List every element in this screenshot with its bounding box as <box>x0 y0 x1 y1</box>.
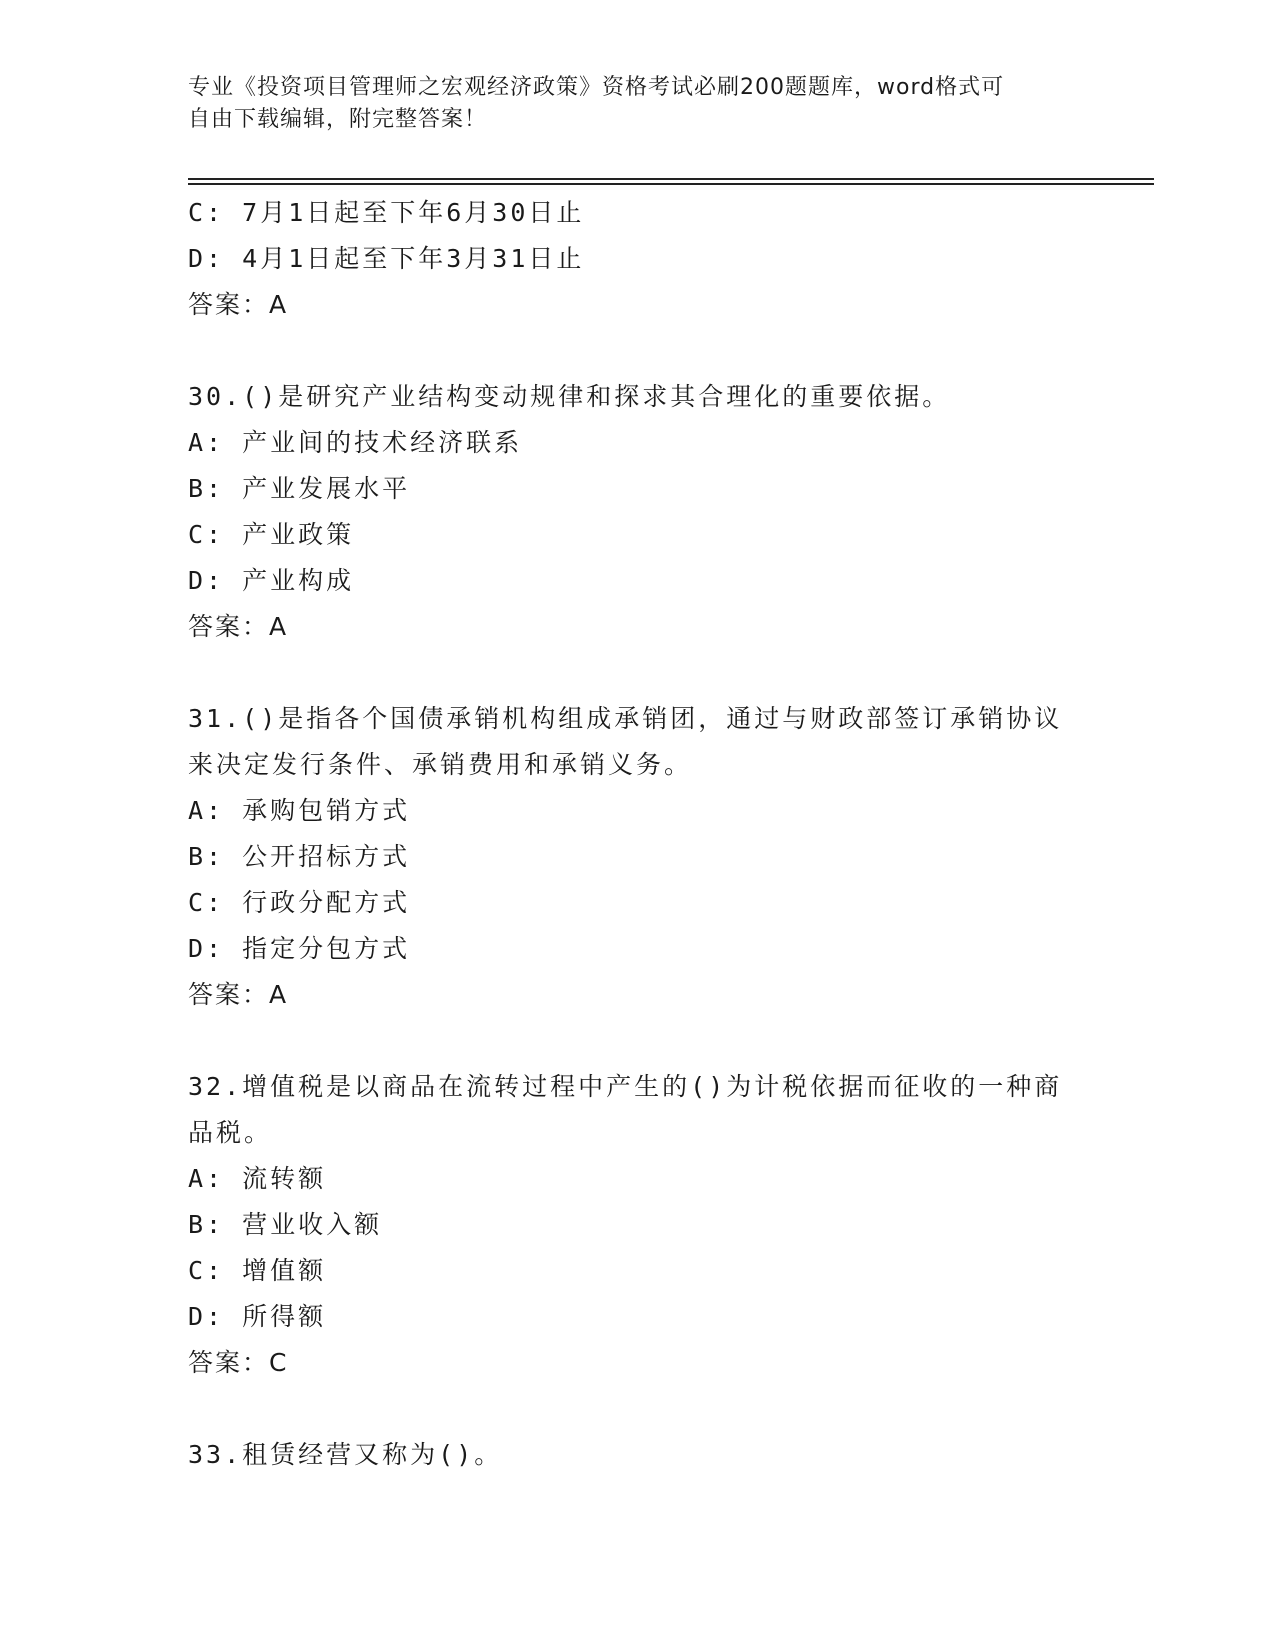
question-stem-line-1: 32.增值税是以商品在流转过程中产生的()为计税依据而征收的一种商 <box>188 1072 1063 1101</box>
question-stem-line-2: 来决定发行条件、承销费用和承销义务。 <box>188 750 693 779</box>
option-d: D: 指定分包方式 <box>188 934 411 963</box>
spacer <box>188 1386 1088 1432</box>
header-divider-bottom <box>188 183 1154 185</box>
document-header <box>188 72 1088 136</box>
question-31 <box>188 696 1088 1018</box>
answer-line: 答案：A <box>188 290 289 319</box>
option-b: B: 公开招标方式 <box>188 842 411 871</box>
option-c: C: 增值额 <box>188 1256 327 1285</box>
header-line-2: 自由下载编辑，附完整答案！ <box>188 107 488 132</box>
spacer <box>188 1018 1088 1064</box>
question-stem-line-2: 品税。 <box>188 1118 273 1147</box>
option-d: D: 所得额 <box>188 1302 327 1331</box>
spacer <box>188 328 1088 374</box>
answer-line: 答案：C <box>188 1348 289 1377</box>
option-a: A: 承购包销方式 <box>188 796 411 825</box>
option-a: A: 流转额 <box>188 1164 327 1193</box>
header-line-1: 专业《投资项目管理师之宏观经济政策》资格考试必刷200题题库，word格式可 <box>188 75 1005 100</box>
option-b: B: 营业收入额 <box>188 1210 383 1239</box>
spacer <box>188 650 1088 696</box>
option-c: C: 7月1日起至下年6月30日止 <box>188 198 585 227</box>
header-divider-top <box>188 178 1154 180</box>
option-c: C: 行政分配方式 <box>188 888 411 917</box>
question-stem-line-1: 31.()是指各个国债承销机构组成承销团，通过与财政部签订承销协议 <box>188 704 1063 733</box>
option-c: C: 产业政策 <box>188 520 355 549</box>
question-32 <box>188 1064 1088 1386</box>
option-d: D: 4月1日起至下年3月31日止 <box>188 244 585 273</box>
option-a: A: 产业间的技术经济联系 <box>188 428 523 457</box>
answer-line: 答案：A <box>188 980 289 1009</box>
option-d: D: 产业构成 <box>188 566 355 595</box>
option-b: B: 产业发展水平 <box>188 474 411 503</box>
question-33 <box>188 1432 1088 1478</box>
answer-line: 答案：A <box>188 612 289 641</box>
question-30 <box>188 374 1088 650</box>
question-prev-continued <box>188 190 1088 328</box>
question-stem: 30.()是研究产业结构变动规律和探求其合理化的重要依据。 <box>188 382 951 411</box>
question-stem: 33.租赁经营又称为()。 <box>188 1440 503 1469</box>
question-list <box>188 190 1088 1478</box>
